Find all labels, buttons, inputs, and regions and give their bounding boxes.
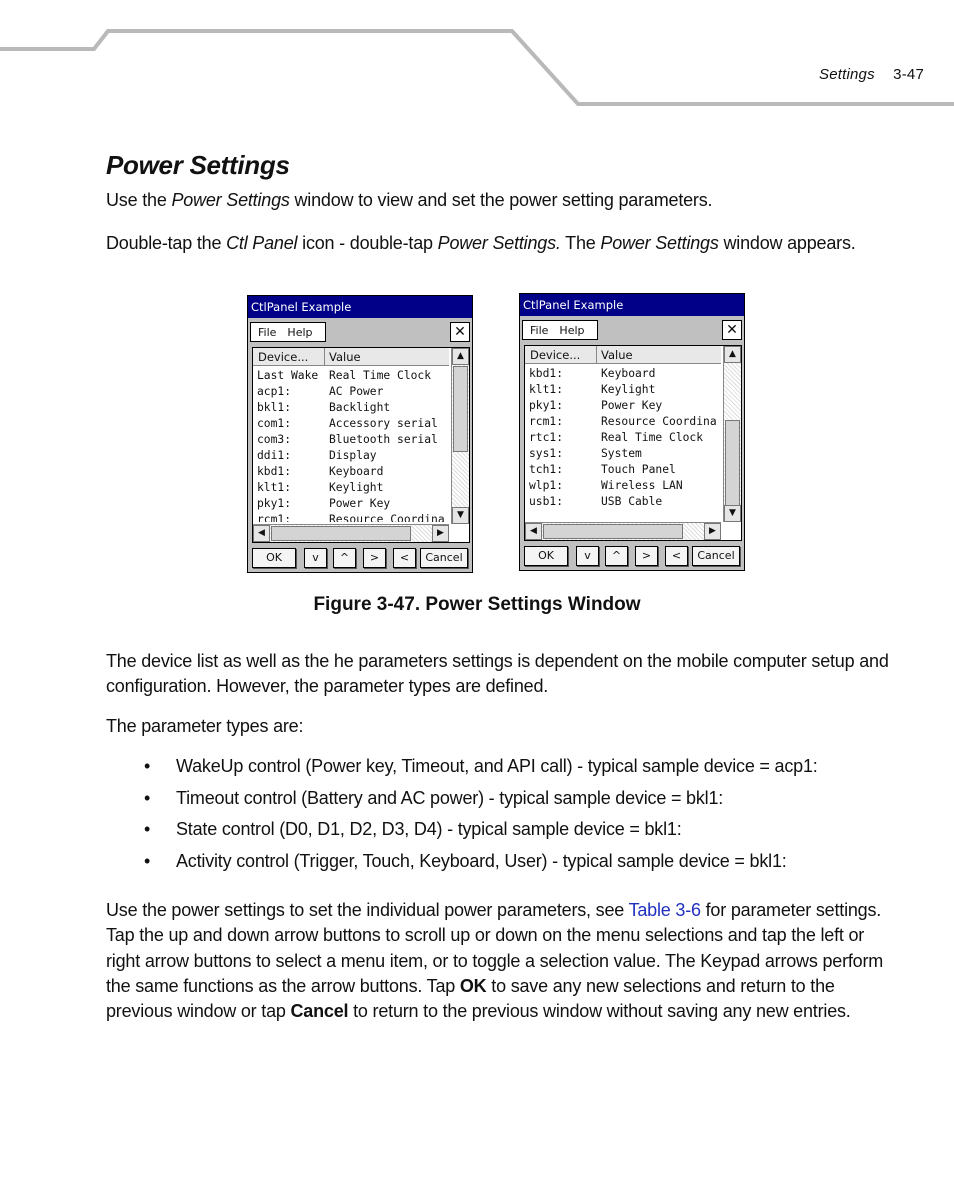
ctlpanel-window-2 <box>519 293 745 571</box>
value-cell: USB Cable <box>601 495 663 508</box>
scroll-thumb[interactable] <box>453 366 468 452</box>
device-cell: bkl1: <box>257 401 292 414</box>
table-row[interactable] <box>257 496 449 512</box>
scroll-right-arrow-icon[interactable]: ▶ <box>432 525 449 542</box>
intro-paragraph-1 <box>106 188 896 213</box>
text-run: window appears. <box>718 233 856 253</box>
device-cell: kbd1: <box>257 465 292 478</box>
vertical-scrollbar[interactable] <box>723 346 741 522</box>
value-cell: Keylight <box>329 481 384 494</box>
scroll-down-arrow-icon[interactable]: ▼ <box>724 505 741 522</box>
list-item: • WakeUp control (Power key, Timeout, and API call) - typical sample device = acp1: <box>106 752 896 784</box>
column-header-device[interactable]: Device... <box>525 346 597 364</box>
running-head-section: Settings <box>818 66 875 83</box>
menu-file[interactable]: File <box>258 326 277 339</box>
list-item: • State control (D0, D1, D2, D3, D4) - typical sample device = bkl1: <box>106 815 896 847</box>
device-cell: pky1: <box>257 497 292 510</box>
vertical-scrollbar[interactable] <box>451 348 469 524</box>
scroll-thumb[interactable] <box>725 420 740 506</box>
value-cell: Real Time Clock <box>601 431 704 444</box>
ok-button[interactable]: OK <box>524 546 568 566</box>
table-row[interactable] <box>257 432 449 448</box>
device-cell: klt1: <box>257 481 292 494</box>
menu-help[interactable]: Help <box>559 324 585 337</box>
value-cell: Resource Coordina <box>329 513 445 522</box>
device-cell: Last Wake <box>257 369 319 382</box>
figure-caption: Figure 3-47. Power Settings Window <box>313 594 641 615</box>
table-row[interactable] <box>529 382 721 398</box>
value-cell: Keyboard <box>329 465 384 478</box>
table-row[interactable] <box>257 480 449 496</box>
text-run-italic: Ctl Panel <box>226 233 298 253</box>
value-cell: Real Time Clock <box>329 369 432 382</box>
table-row[interactable] <box>529 414 721 430</box>
value-cell: Bluetooth serial <box>329 433 438 446</box>
text-run: icon - double-tap <box>297 233 438 253</box>
scroll-thumb-horizontal[interactable] <box>543 524 683 539</box>
device-cell: rcm1: <box>529 415 564 428</box>
table-row[interactable] <box>529 462 721 478</box>
text-run: The <box>560 233 601 253</box>
table-row[interactable] <box>257 400 449 416</box>
value-cell: Power Key <box>601 399 663 412</box>
cancel-button[interactable]: Cancel <box>692 546 740 566</box>
value-cell: Backlight <box>329 401 391 414</box>
column-header-value[interactable]: Value <box>597 346 721 364</box>
right-button[interactable]: > <box>635 546 658 566</box>
device-cell: wlp1: <box>529 479 564 492</box>
text-run: to return to the previous window without saving any new entries. <box>348 1001 851 1022</box>
right-button[interactable]: > <box>363 548 386 568</box>
scroll-up-arrow-icon[interactable]: ▲ <box>724 346 741 363</box>
table-row[interactable] <box>257 368 449 384</box>
value-cell: Touch Panel <box>601 463 676 476</box>
menu-bar <box>522 320 598 340</box>
scroll-left-arrow-icon[interactable]: ◀ <box>525 523 542 540</box>
value-cell: Wireless LAN <box>601 479 683 492</box>
table-row[interactable] <box>529 494 721 510</box>
value-cell: Accessory serial <box>329 417 438 430</box>
device-cell: rtc1: <box>529 431 564 444</box>
list-item: • Activity control (Trigger, Touch, Keyboard, User) - typical sample device = bkl1: <box>106 847 896 879</box>
body-paragraph-instructions <box>106 898 896 1024</box>
value-cell: AC Power <box>329 385 384 398</box>
close-button[interactable]: ✕ <box>450 322 470 342</box>
window-title-bar: CtlPanel Example <box>248 296 472 318</box>
device-cell: rcm1: <box>257 513 292 522</box>
text-run: to save any new selections and return to the previous window or tap <box>106 975 835 1022</box>
value-cell: Display <box>329 449 377 462</box>
device-cell: com3: <box>257 433 292 446</box>
left-button[interactable]: < <box>665 546 688 566</box>
device-cell: com1: <box>257 417 292 430</box>
text-run: for parameter settings. Tap the up and down arrow buttons to scroll up or down on the menu selections and tap the left or right arrow buttons to select a menu item, or to toggle a selection value. The Keypad arrows perform the same functions as the arrow buttons. Tap <box>106 900 884 996</box>
device-cell: sys1: <box>529 447 564 460</box>
page-header-rule <box>0 0 954 110</box>
table-row[interactable] <box>529 430 721 446</box>
table-row[interactable] <box>529 366 721 382</box>
text-run: Use the power settings to set the individual power parameters, see <box>106 900 629 920</box>
scroll-thumb-horizontal[interactable] <box>271 526 411 541</box>
table-3-6-link[interactable]: Table 3-6 <box>628 900 701 920</box>
device-rows <box>529 366 721 520</box>
scroll-right-arrow-icon[interactable]: ▶ <box>704 523 721 540</box>
up-button[interactable]: ^ <box>605 546 628 566</box>
table-row[interactable] <box>257 512 449 522</box>
table-row[interactable] <box>529 478 721 494</box>
window-title-bar: CtlPanel Example <box>520 294 744 316</box>
device-rows <box>257 368 449 522</box>
table-row[interactable] <box>257 384 449 400</box>
scroll-left-arrow-icon[interactable]: ◀ <box>253 525 270 542</box>
device-cell: tch1: <box>529 463 564 476</box>
column-header-device[interactable]: Device... <box>253 348 325 366</box>
text-run-italic: Power Settings. <box>437 233 561 253</box>
value-cell: Resource Coordina <box>601 415 717 428</box>
button-row <box>252 548 470 568</box>
text-run: window to view and set the power setting parameters. <box>289 190 713 210</box>
ctlpanel-window-1 <box>247 295 473 573</box>
table-row[interactable] <box>257 416 449 432</box>
down-button[interactable]: v <box>304 548 327 568</box>
device-list <box>524 345 742 541</box>
value-cell: Keyboard <box>601 367 656 380</box>
menu-help[interactable]: Help <box>287 326 313 339</box>
device-cell: pky1: <box>529 399 564 412</box>
running-head-page-number: 3-47 <box>893 66 924 83</box>
text-run-italic: Power Settings <box>600 233 719 253</box>
horizontal-scrollbar[interactable] <box>253 524 449 542</box>
cancel-button[interactable]: Cancel <box>420 548 468 568</box>
table-row[interactable] <box>257 448 449 464</box>
body-paragraph-device-list: The device list as well as the he parameters settings is dependent on the mobile computer setup and configuration. However, the parameter types are defined. <box>106 651 889 697</box>
list-item: • Timeout control (Battery and AC power) - typical sample device = bkl1: <box>106 784 896 816</box>
menu-bar <box>250 322 326 342</box>
button-row <box>524 546 742 566</box>
table-row[interactable] <box>257 464 449 480</box>
table-row[interactable] <box>529 398 721 414</box>
text-run: Double-tap the <box>106 233 227 253</box>
body-paragraph-parameter-types: The parameter types are: <box>106 716 304 736</box>
horizontal-scrollbar[interactable] <box>525 522 721 540</box>
device-cell: klt1: <box>529 383 564 396</box>
down-button[interactable]: v <box>576 546 599 566</box>
device-cell: usb1: <box>529 495 564 508</box>
value-cell: Power Key <box>329 497 391 510</box>
column-header-value[interactable]: Value <box>325 348 449 366</box>
left-button[interactable]: < <box>393 548 416 568</box>
cancel-keyword: Cancel <box>290 1001 349 1022</box>
up-button[interactable]: ^ <box>333 548 356 568</box>
text-run: Use the <box>106 190 172 210</box>
table-row[interactable] <box>529 446 721 462</box>
scroll-up-arrow-icon[interactable]: ▲ <box>452 348 469 365</box>
text-run-italic: Power Settings <box>171 190 290 210</box>
value-cell: System <box>601 447 642 460</box>
ok-button[interactable]: OK <box>252 548 296 568</box>
device-list <box>252 347 470 543</box>
section-title: Power Settings <box>106 150 290 180</box>
running-head <box>819 66 924 83</box>
scroll-down-arrow-icon[interactable]: ▼ <box>452 507 469 524</box>
device-cell: kbd1: <box>529 367 564 380</box>
menu-file[interactable]: File <box>530 324 549 337</box>
parameter-type-list <box>106 752 896 878</box>
device-cell: acp1: <box>257 385 292 398</box>
device-cell: ddi1: <box>257 449 292 462</box>
value-cell: Keylight <box>601 383 656 396</box>
close-button[interactable]: ✕ <box>722 320 742 340</box>
intro-paragraph-2 <box>106 231 896 256</box>
ok-keyword: OK <box>459 975 487 996</box>
